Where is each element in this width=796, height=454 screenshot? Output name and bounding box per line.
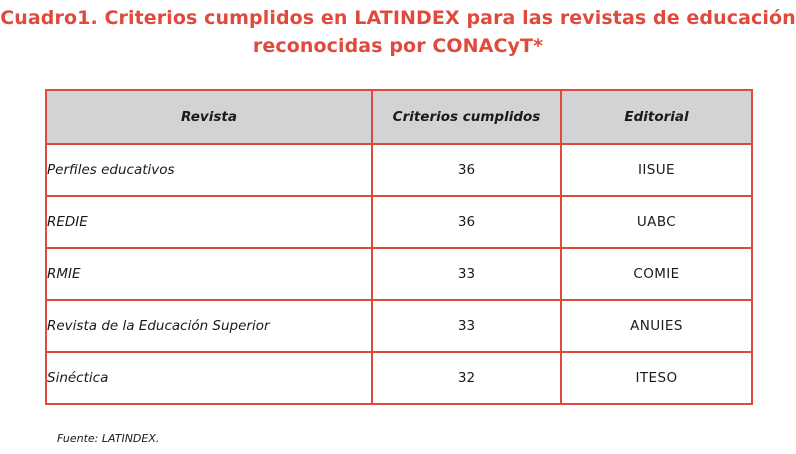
table-row bbox=[46, 300, 752, 352]
table-row bbox=[46, 352, 752, 404]
caption-line-1: Cuadro1. Criterios cumplidos en LATINDEX para las revistas de educación bbox=[0, 7, 796, 29]
cell-editorial: ITESO bbox=[561, 352, 752, 404]
cell-criterios: 32 bbox=[372, 352, 561, 404]
cell-editorial: UABC bbox=[561, 196, 752, 248]
table-row bbox=[46, 144, 752, 196]
table-header-row bbox=[46, 90, 752, 144]
table-row bbox=[46, 248, 752, 300]
cell-criterios: 36 bbox=[372, 196, 561, 248]
cell-revista: Perfiles educativos bbox=[46, 144, 372, 196]
cell-criterios: 36 bbox=[372, 144, 561, 196]
header-revista: Revista bbox=[46, 90, 372, 144]
header-editorial: Editorial bbox=[561, 90, 752, 144]
cell-revista: Revista de la Educación Superior bbox=[46, 300, 372, 352]
table-caption bbox=[0, 4, 796, 60]
table-row bbox=[46, 196, 752, 248]
header-criterios-cumplidos: Criterios cumplidos bbox=[372, 90, 561, 144]
cell-revista: Sinéctica bbox=[46, 352, 372, 404]
cell-criterios: 33 bbox=[372, 248, 561, 300]
cell-revista: RMIE bbox=[46, 248, 372, 300]
cell-editorial: COMIE bbox=[561, 248, 752, 300]
cell-editorial: ANUIES bbox=[561, 300, 752, 352]
caption-line-2: reconocidas por CONACyT* bbox=[252, 35, 544, 57]
cell-editorial: IISUE bbox=[561, 144, 752, 196]
source-note: Fuente: LATINDEX. bbox=[57, 432, 160, 445]
journals-table bbox=[45, 89, 753, 405]
cell-revista: REDIE bbox=[46, 196, 372, 248]
cell-criterios: 33 bbox=[372, 300, 561, 352]
